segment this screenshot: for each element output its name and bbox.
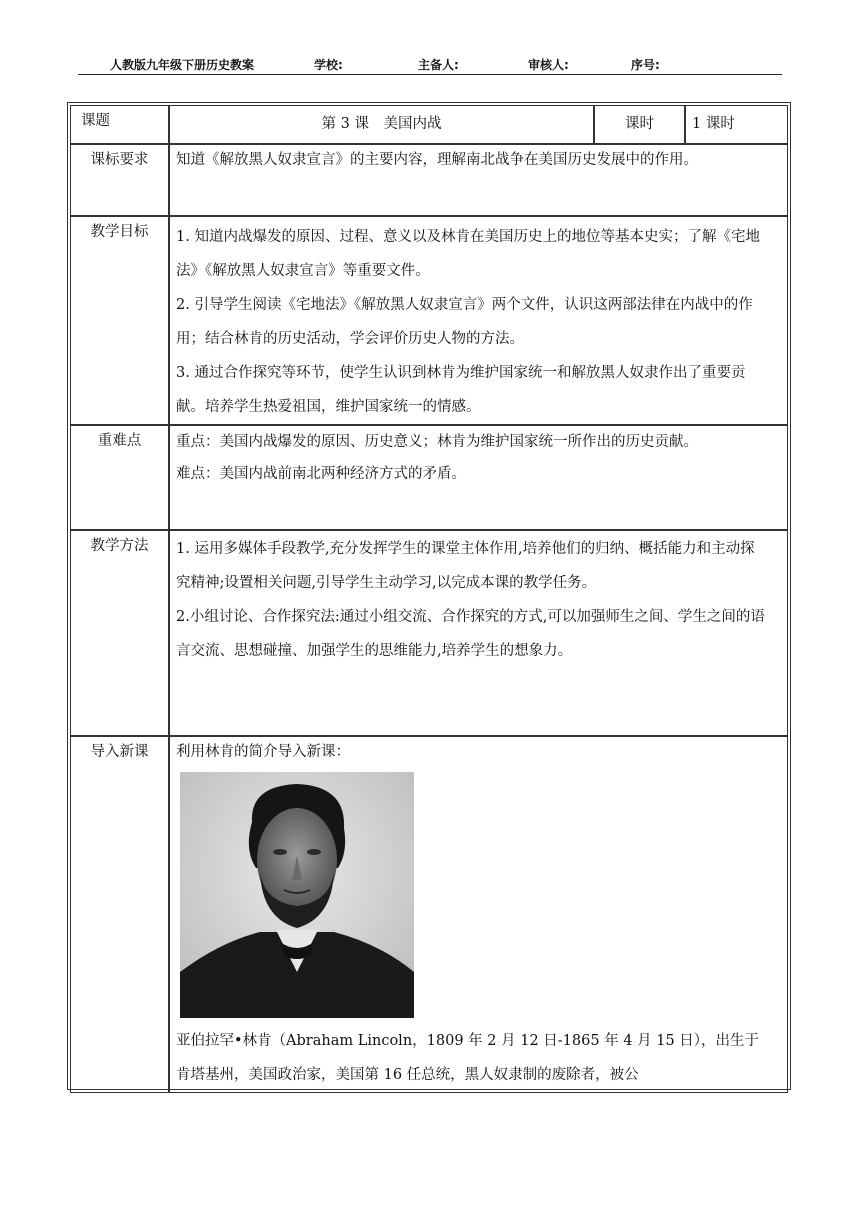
- lincoln-portrait: [180, 772, 414, 1018]
- row-methods: [70, 530, 788, 736]
- row-topic: [70, 105, 788, 144]
- standard-text: [169, 144, 788, 216]
- lesson-plan-table: [70, 105, 788, 1093]
- intro-content: [169, 736, 788, 1093]
- intro-bio: 亚伯拉罕•林肯（Abraham Lincoln，1809 年 2 月 12 日-1865 年 4 月 15 日），出生于肯塔基州，美国政治家，美国第 16 任总统，黑人奴隶制的废除者，被公: [176, 1033, 760, 1083]
- header-school: 学校:: [314, 58, 343, 72]
- row-standard: [70, 144, 788, 216]
- methods-content: [169, 530, 788, 736]
- intro-lead: 利用林肯的简介导入新课：: [176, 744, 350, 760]
- period-label: 课时: [594, 105, 685, 144]
- method-item: 2.小组讨论、合作探究法:通过小组交流、合作探究的方式,可以加强师生之间、学生之间的语言交流、思想碰撞、加强学生的思维能力,培养学生的想象力。: [176, 609, 765, 659]
- topic-label: 课题: [70, 105, 169, 144]
- header-reviewer: 审核人:: [528, 58, 569, 72]
- standard-paragraph: 知道《解放黑人奴隶宣言》的主要内容，理解南北战争在美国历史发展中的作用。: [176, 152, 698, 168]
- page-header: [78, 52, 782, 75]
- keypoint-item: 难点：美国内战前南北两种经济方式的矛盾。: [176, 466, 466, 482]
- row-objectives: [70, 216, 788, 425]
- objective-item: 3. 通过合作探究等环节，使学生认识到林肯为维护国家统一和解放黑人奴隶作出了重要贡献。培养学生热爱祖国，维护国家统一的情感。: [176, 365, 746, 415]
- header-preparer: 主备人:: [418, 58, 459, 72]
- topic-value: 第 3 课 美国内战: [169, 105, 594, 144]
- keypoint-item: 重点：美国内战爆发的原因、历史意义；林肯为维护国家统一所作出的历史贡献。: [176, 434, 698, 450]
- objectives-content: [169, 216, 788, 425]
- header-serial: 序号:: [631, 58, 660, 72]
- methods-label: 教学方法: [70, 530, 169, 736]
- method-item: 1. 运用多媒体手段教学,充分发挥学生的课堂主体作用,培养他们的归纳、概括能力和主动探究精神;设置相关问题,引导学生主动学习,以完成本课的教学任务。: [176, 541, 755, 591]
- keypoints-content: [169, 425, 788, 530]
- header-title: 人教版九年级下册历史教案: [110, 58, 255, 72]
- objective-item: 1. 知道内战爆发的原因、过程、意义以及林肯在美国历史上的地位等基本史实；了解《宅地法》《解放黑人奴隶宣言》等重要文件。: [176, 229, 760, 279]
- keypoints-label: 重难点: [70, 425, 169, 530]
- row-keypoints: [70, 425, 788, 530]
- period-value: 1 课时: [685, 105, 788, 144]
- standard-label: 课标要求: [70, 144, 169, 216]
- objectives-label: 教学目标: [70, 216, 169, 425]
- row-intro: [70, 736, 788, 1093]
- objective-item: 2. 引导学生阅读《宅地法》《解放黑人奴隶宣言》两个文件，认识这两部法律在内战中的作用；结合林肯的历史活动，学会评价历史人物的方法。: [176, 297, 753, 347]
- intro-label: 导入新课: [70, 736, 169, 1093]
- portrait-illustration: [180, 772, 414, 1018]
